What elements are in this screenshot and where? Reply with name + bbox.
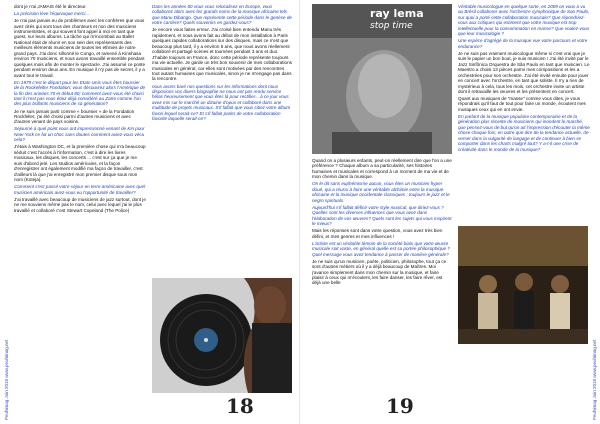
interview-question: Dans les années 80 vous vous relocalisez en Europe, vous collaborez alors avec les grands noms de la musique africaine tels que Manu Dibango. Que représente cette période dans le genèse de votre carrière? Quels souvenirs en gardez-vous? xyxy=(152,4,292,26)
photo-album-cover xyxy=(312,4,452,154)
interview-answer: Quant aux musiques de "masse" comme vous dites, je vous répondrais qu'il faut de tout pour faire un monde, écoutent mes musiques ceux qui en ont envie. xyxy=(458,96,586,112)
interview-question: nous avons baré nos questions sur les informations dont nous disposions vos divers biographie ne nous ont pas rendu service hélas heureusement que vous êtes là pour rectifier... à ce jour vous avez mis sur le marché un dizaine d'opus et collaboré dans une multitude de projets musicaux. S'il fallait que vous citiez votre album favori lequel serait-ce? Et s'il fallait parler de votre collaboration favorite laquelle serait-ce? xyxy=(152,83,291,122)
interview-answer: J'étais à Washington DC, et la première chose qui m'a beaucoup séduit c'est l'accès à l'information, c'est à dire les livres musicaux, les disques, les concerts ... c'est sur ça que je me suis d'abord jeté. Les studios américains, et la façon d'enregistrer ont également modifié ma façon de travailler, c'est d'ailleurs là que j'ai enregistré mon premier disque sous mon nom (Koteja). xyxy=(14,144,146,183)
interview-question: En parlant de la musique populaire contemporaine et de la génération plus récente de musiciens qui inondent le marché, que pensez-vous de but qu'on ait l'impression d'écouter la même chose chaque fois; en outre que dire de la tendance actuelle, de verser dans la vulgarité de langage et de continuer à bien se comporter dans les charts malgré tout? Y a-t-il une crise de créativité dans le monde de la musique? xyxy=(458,113,590,152)
interview-answer: Mais les réponses sont dans votre question, vous avez très bien défini, et mes genres et mes influences ! xyxy=(312,228,443,239)
interview-answer: Je n'ai pas jamais eu de problèmes avec les confrères que vous avez cités qui sont tous des chanteurs et non des musiciens instrumentistes, et qui souvent font appel à moi en tant que guest, sur leurs albums. La tâche qui m'incombait au Ballet National était de réunir en son sein des représentants des meilleurs éléments musiciens de toutes les ethnies de notre grand pays. J'ai donc sillonné le Congo, et ramené à Kinshasa environ 70 musiciens, et nous avons travaillé ensemble pendant quelques mois afin de monter le spectacle. J'ai assumé ce poste pendant environ deux ans. En musique il n'y pas de secret, il y a avant tout le travail. xyxy=(14,18,146,78)
album-title-logo: stop time xyxy=(370,21,413,31)
interview-question: Véritable musicologue en quelque sorte, en 2009 on vous a vu au Brésil collaborer avec l'orchestre symphonique de Sao Paulo, sur quoi a porté cette collaboration musicale? Que répondriez-vous aux critiques qui estiment que votre musique est trop intellectuelle pour la consommation en masse? Que voulez-vous que leur musicologie ? xyxy=(458,4,590,37)
page-number-18: 18 xyxy=(226,394,254,418)
interview-answer: Je ne suis pas vraiment musicologue même si c'est vrai que je suis le papier un bon bout, je suis musicien ! J'ai été invité par le Jazz Sinfônica Orquestra de São Paulo en tant que musicien. Le Maestro a choisi 13 pièces parmi mes compositions et les a orchestrées pour son orchestre. J'ai été invité ensuite pour jouer en concert avec l'orchestre, en tant que soliste. Il n'y a rien de mystérieux à cela, tous les mois, cet orchestre invite un artiste dont il retravaille les œuvres et les présentent en concert. xyxy=(458,50,590,94)
interview-answer: Quand on a plusieurs enfants, peut-on réellement dire que l'on a une préférence ? Chaque album a sa particularité, ses histoires humaines et musicales et correspond à un moment de ma vie et de mon chemin dans la musique. xyxy=(312,158,452,180)
p19-column-1 xyxy=(312,158,452,420)
interview-answer: dont je n'ai JAMAIS été le directeur. xyxy=(14,4,87,9)
photo-band-concert xyxy=(458,226,588,344)
interview-question: La précision lève l'équivoque merci... xyxy=(14,11,90,17)
p19-column-2 xyxy=(458,4,590,222)
interview-question: Séjourné à quel point vous ont impressionné venant de Kin pour New-York ce fut un choc sans doutes comment aviez-vous vécu cela? xyxy=(14,126,145,143)
vinyl-record-photo-icon xyxy=(152,278,292,393)
p18-column-1 xyxy=(14,4,146,418)
interview-answer: Je ne suis jamais parti comme « boursier » de la Fondation Rockfeller, j'ai été choisi parmi d'autres musiciens et avec d'autres venant de pays voisins. xyxy=(14,108,135,125)
album-artist-logo: ray lema xyxy=(370,7,424,20)
footer-vertical-text-right: Peuhimag Juin 2018 www.peuhimag.net xyxy=(592,339,597,420)
concert-band-photo-icon xyxy=(458,226,588,344)
interview-answer: J'ai travaillé avec beaucoup de musiciens de jazz surtout, dont je ne me souviens même pas le nom, celui avec lequel j'ai le plus travaillé et collaboré c'est Stewart Copeland (The Police) xyxy=(14,196,146,213)
interview-answer: Je encore vous faites erreur. J'ai croisé bien entendu Manu très rapidement, et nous avons fait au début de mon installation à Paris quelques rapides collaborations sur des disques, mais ce n'est que beaucoup plus tard, il y a environ 5 ans, que nous avons réellement collaboré et partagé scènes et tournées pendant 3 ans et duo. J'habite toujours en France, donc cette période représente toujours ma vie actuelle. Je garde un très bon souvenir de mes collaborations musicales en général, car elles sont motivées par des rencontres tout autant humaines que musicales, sinon je ne m'engage pas dans la rencontre. xyxy=(152,27,292,82)
interview-question: Comment s'est passé votre séjour en terre américaine avec quel musicien américain avez-vous eu l'opportunité de travailler? xyxy=(14,184,146,195)
page-number-19: 19 xyxy=(386,394,414,418)
interview-answer: Je ne suis qu'un musicien, poète, politicien, philosophe, tout ça ce sont d'autres métiers où il y a déjà beaucoup de Maîtres. Moi j'avance simplement dans mon chemin sur la musique, et faire plaisir à ceux qui m'écoutent, les faire danser, les faire rêver, est déjà une belle xyxy=(312,258,447,286)
page-19 xyxy=(300,0,600,424)
interview-question: L'artiste est un véritable témoin de la société biais que votre œuvre musicale soit vaste, en général quelle est sa portée philosophique ? Quel message vous avez tendance à passer de manière générale? xyxy=(312,240,450,257)
interview-question: En 1979 c'est le départ pour les Etats-Unis vous êtes boursier de la Rockefeller Fondation; vous découvrez alors l'Amérique de la fin des années 70 et début 80; comment avez-vous été choisi tant il n'est pas vous étiez déjà considéré au Zaïre comme l'un des plus brillants musiciens de sa génération? xyxy=(14,79,146,107)
p18-column-2 xyxy=(152,4,292,276)
footer-vertical-text-left: Peuhimag Juin 2018 www.peuhimag.net xyxy=(4,339,9,420)
interview-question: Aujourd'hui s'il fallait définir votre style musical, que diriez-vous ? Quelles sont les diverses influences que vous avez dans l'élaboration de vos œuvres? Quels sont les sujets qui vous inspirent le mieux? xyxy=(312,204,452,227)
interview-question: Une espèce d'agrégé de la musique vue votre parcours et votre endurance? xyxy=(458,38,588,49)
interview-question: On le dit sans euphémisme aucun, vous êtes un musicien hyper doué, qui a réussi à faire une véritable alchimie entre la musique africaine et la musique occidentale classiques ; toujours le jazz et le negro spirituals. xyxy=(312,181,450,203)
photo-vinyl-record-portrait xyxy=(152,278,292,393)
